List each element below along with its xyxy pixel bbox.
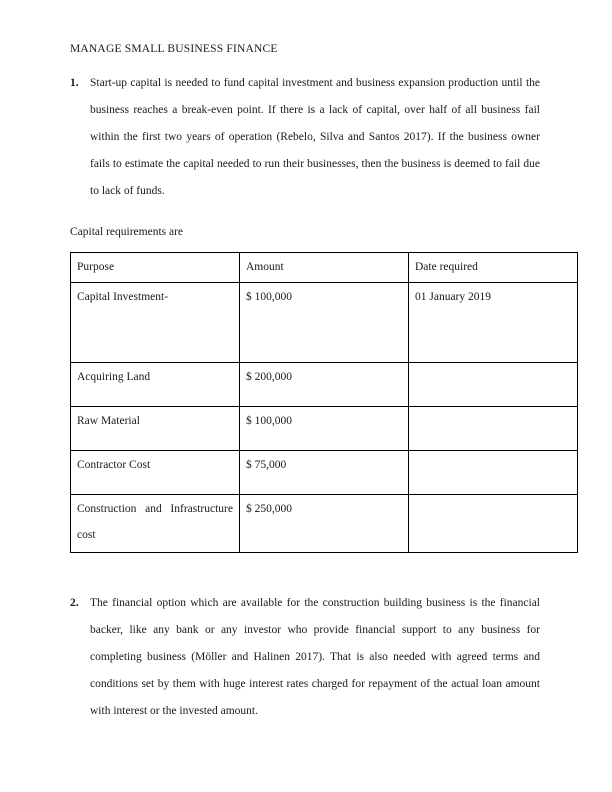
table-row	[71, 363, 578, 407]
table-caption: Capital requirements are	[70, 226, 184, 238]
table-header-row	[71, 253, 578, 283]
cell-date-required	[409, 451, 578, 495]
cell-amount: $ 250,000	[240, 495, 409, 553]
table-header-date-required: Date required	[409, 253, 578, 283]
paragraph-1	[70, 70, 540, 205]
table-header-purpose: Purpose	[71, 253, 240, 283]
cell-purpose: Construction and Infrastructure cost	[71, 495, 240, 553]
cell-amount: $ 100,000	[240, 407, 409, 451]
table-row	[71, 451, 578, 495]
cell-amount: $ 200,000	[240, 363, 409, 407]
table-row	[71, 495, 578, 553]
table-row	[71, 283, 578, 363]
cell-purpose: Contractor Cost	[71, 451, 240, 495]
cell-date-required	[409, 495, 578, 553]
capital-requirements-table	[70, 252, 578, 553]
document-title: MANAGE SMALL BUSINESS FINANCE	[70, 43, 278, 55]
table-header-amount: Amount	[240, 253, 409, 283]
cell-amount: $ 100,000	[240, 283, 409, 363]
cell-date-required: 01 January 2019	[409, 283, 578, 363]
paragraph-1-text: Start-up capital is needed to fund capital investment and business expansion production until the business reaches a break-even point. If there is a lack of capital, over half of all business fail within the first two years of operation (Rebelo, Silva and Santos 2017). If the business owner fails to estimate the capital needed to run their businesses, then the business is deemed to fail due to lack of funds.	[90, 77, 540, 197]
cell-date-required	[409, 407, 578, 451]
cell-purpose: Acquiring Land	[71, 363, 240, 407]
cell-purpose: Raw Material	[71, 407, 240, 451]
cell-purpose: Capital Investment-	[71, 283, 240, 363]
paragraph-2-text: The financial option which are available for the construction building business is the financial backer, like any bank or any investor who provide financial support to any business for completing business (Möller and Halinen 2017). That is also needed with agreed terms and conditions set by them with huge interest rates charged for repayment of the actual loan amount with interest or the invested amount.	[90, 597, 540, 717]
cell-amount: $ 75,000	[240, 451, 409, 495]
cell-date-required	[409, 363, 578, 407]
table-row	[71, 407, 578, 451]
paragraph-2	[70, 590, 540, 725]
paragraph-1-number: 1.	[70, 77, 79, 89]
paragraph-2-number: 2.	[70, 597, 79, 609]
